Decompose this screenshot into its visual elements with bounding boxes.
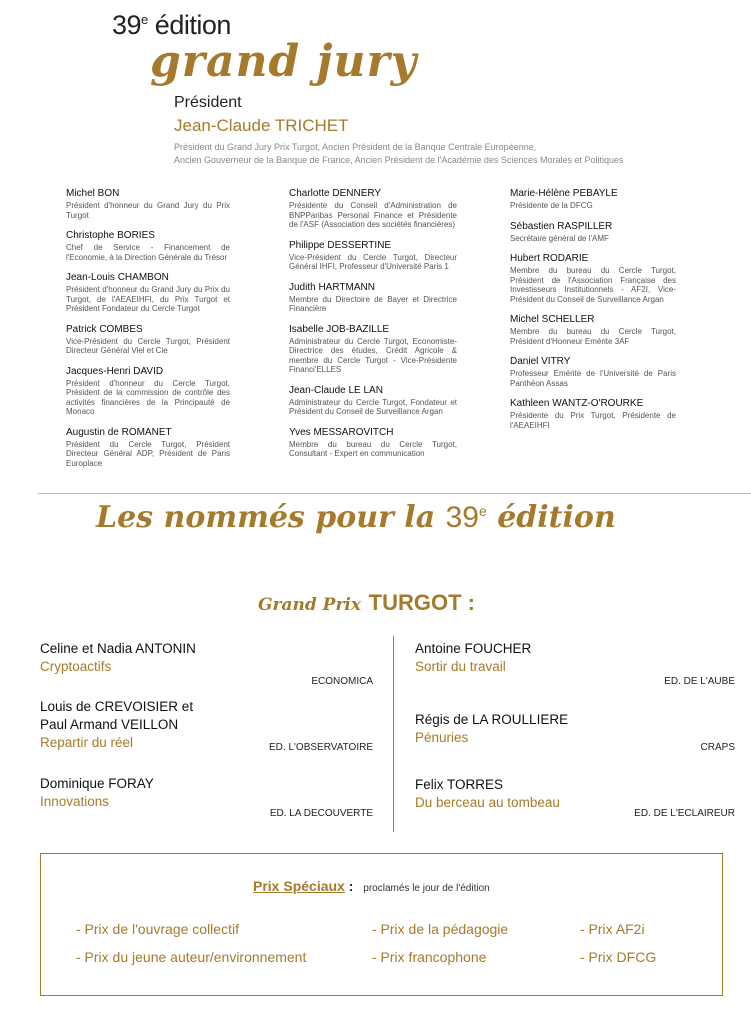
jury-member: [510, 188, 676, 211]
president-desc-line-2: Ancien Gouverneur de la Banque de France, Ancien Président de l'Académie des Sciences Morales et Politiques: [174, 155, 624, 165]
member-name: Yves MESSAROVITCH: [289, 426, 394, 438]
jury-member: [510, 253, 676, 304]
member-name: Philippe DESSERTINE: [289, 239, 392, 251]
member-desc: Présidente de la DFCG: [510, 201, 593, 210]
prix-item: - Prix de l'ouvrage collectif: [76, 921, 239, 937]
jury-member: [289, 188, 457, 230]
jury-column-3: [510, 188, 676, 440]
nominees-edition-word: édition: [497, 500, 616, 535]
nominees-heading-script: Les nommés pour la: [96, 500, 436, 535]
prix-item: - Prix du jeune auteur/environnement: [76, 949, 307, 965]
nominees-separator: [393, 636, 394, 832]
jury-member: [510, 221, 676, 244]
president-label: Président: [174, 94, 242, 111]
jury-member: [289, 385, 457, 417]
president-name: Jean-Claude TRICHET: [174, 116, 349, 135]
nominee-author-2: Paul Armand VEILLON: [40, 717, 179, 732]
nominee-entry: [415, 776, 560, 812]
member-name: Patrick COMBES: [66, 323, 143, 335]
member-name: Jean-Claude LE LAN: [289, 384, 383, 396]
nominee-author: Celine et Nadia ANTONIN: [40, 641, 196, 656]
member-name: Judith HARTMANN: [289, 281, 375, 293]
prix-item: - Prix de la pédagogie: [372, 921, 509, 937]
member-name: Marie-Hélène PEBAYLE: [510, 188, 618, 199]
nominees-edition-number: 39: [445, 501, 479, 534]
jury-member: [66, 427, 230, 469]
member-desc: Présidente du Prix Turgot, Présidente de l'AEAEIHFI: [510, 411, 676, 430]
jury-member: [510, 398, 676, 430]
member-desc: Administrateur du Cercle Turgot, Economiste-Directrice des études, Crédit Agricole & membre du Cercle Turgot - Vice-Présidente Financi'ELLES: [289, 336, 457, 374]
jury-member: [66, 188, 230, 220]
member-name: Sébastien RASPILLER: [510, 220, 613, 232]
nominees-edition-superscript: e: [478, 503, 487, 519]
section-divider: [38, 493, 751, 494]
member-name: Augustin de ROMANET: [66, 426, 172, 438]
member-name: Christophe BORIES: [66, 230, 155, 241]
nominee-publisher: ED. LA DECOUVERTE: [269, 808, 373, 819]
nominee-author: Régis de LA ROULLIERE: [415, 712, 569, 727]
nominee-entry: [40, 698, 193, 752]
nominee-publisher: ED. DE L'ECLAIREUR: [634, 808, 735, 819]
prix-speciaux-colon: :: [348, 878, 354, 894]
member-name: Charlotte DENNERY: [289, 188, 382, 199]
nominee-entry: [40, 640, 196, 676]
nominee-book-title: Innovations: [40, 794, 110, 809]
president-desc-line-1: Président du Grand Jury Prix Turgot, Ancien Président de la Banque Centrale Européenne,: [174, 142, 537, 152]
prix-speciaux-note: proclamés le jour de l'édition: [363, 883, 490, 894]
nominee-book-title: Repartir du réel: [40, 735, 134, 750]
nominee-entry: [415, 640, 531, 676]
member-desc: Membre du bureau du Cercle Turgot, Président d'Honneur Emérite 3AF: [510, 327, 676, 346]
member-name: Hubert RODARIE: [510, 253, 589, 264]
member-desc: Secrétaire général de l'AMF: [510, 233, 609, 243]
nominee-book-title: Sortir du travail: [415, 659, 506, 674]
nominee-author: Felix TORRES: [415, 777, 504, 792]
member-desc: Membre du Directoire de Bayer et Directrice Financière: [289, 294, 457, 313]
nominee-entry: [40, 775, 154, 811]
jury-member: [66, 324, 230, 356]
member-name: Jacques-Henri DAVID: [66, 365, 164, 377]
jury-member: [289, 240, 457, 272]
member-name: Isabelle JOB-BAZILLE: [289, 323, 390, 335]
member-name: Michel BON: [66, 188, 120, 199]
prix-speciaux-heading: [253, 878, 490, 894]
jury-member: [66, 272, 230, 314]
member-name: Kathleen WANTZ-O'ROURKE: [510, 398, 644, 409]
member-desc: Vice-Président du Cercle Turgot, Directeur Général IHFI, Professeur d'Université Paris 1: [289, 252, 457, 271]
member-desc: Chef de Service - Financement de l'Economie, à la Direction Générale du Trésor: [66, 243, 230, 262]
nominee-publisher: ED. L'OBSERVATOIRE: [269, 742, 373, 753]
member-desc: Professeur Emérite de l'Université de Paris Panthéon Assas: [510, 369, 676, 388]
jury-column-1: [66, 188, 230, 478]
jury-column-2: [289, 188, 457, 469]
nominee-publisher: CRAPS: [700, 742, 735, 753]
member-name: Michel SCHELLER: [510, 314, 595, 325]
nominee-author: Dominique FORAY: [40, 776, 154, 791]
jury-member: [66, 366, 230, 417]
jury-member: [289, 324, 457, 375]
member-desc: Membre du bureau du Cercle Turgot, Président de l'Association Française des Investisseurs Institutionnels - AF2I, Vice-Président du Conseil de Surveillance Argan: [510, 266, 676, 304]
member-desc: Président d'honneur du Grand Jury du Prix Turgot: [66, 201, 230, 220]
nominee-publisher: ED. DE L'AUBE: [664, 676, 735, 687]
president-description: [174, 141, 714, 167]
nominee-publisher: ECONOMICA: [311, 676, 373, 687]
member-desc: Membre du bureau du Cercle Turgot, Consultant - Expert en communication: [289, 439, 457, 458]
nominee-author: Louis de CREVOISIER et: [40, 699, 194, 714]
member-desc: Vice-Président du Cercle Turgot, Président Directeur Général Viel et Cie: [66, 336, 230, 355]
jury-member: [510, 314, 676, 346]
grand-jury-title: grand jury: [150, 36, 418, 87]
jury-member: [289, 427, 457, 459]
grand-prix-heading: [258, 590, 475, 616]
nominee-author: Antoine FOUCHER: [415, 641, 532, 656]
member-name: Jean-Louis CHAMBON: [66, 272, 169, 283]
edition-superscript: e: [141, 12, 148, 27]
jury-member: [289, 282, 457, 314]
prix-item: - Prix DFCG: [580, 949, 657, 965]
grand-prix-script: Grand Prix: [258, 595, 361, 615]
nominee-book-title: Cryptoactifs: [40, 659, 112, 674]
member-desc: Président d'honneur du Grand Jury du Prix du Turgot, de l'AEAEIHFI, du Prix Turgot et Président Fondateur du Cercle Turgot: [66, 285, 230, 313]
prix-item: - Prix AF2i: [580, 921, 645, 937]
nominee-entry: [415, 711, 568, 747]
nominee-book-title: Du berceau au tombeau: [415, 795, 560, 810]
prix-speciaux-label: Prix Spéciaux: [253, 878, 345, 894]
edition-number: 39: [112, 10, 142, 40]
member-desc: Président d'honneur du Cercle Turgot, Président de la commission de contrôle des activités financières de la Principauté de Monaco: [66, 378, 230, 416]
prix-item: - Prix francophone: [372, 949, 487, 965]
nominees-heading: [96, 500, 616, 535]
edition-word: édition: [154, 10, 231, 40]
grand-prix-turgot: TURGOT :: [368, 590, 475, 615]
member-desc: Président du Cercle Turgot, Président Directeur Général ADP, Président de Paris Europlace: [66, 439, 230, 468]
jury-member: [66, 230, 230, 262]
nominee-book-title: Pénuries: [415, 730, 469, 745]
member-desc: Administrateur du Cercle Turgot, Fondateur et Président du Conseil de Surveillance Argan: [289, 397, 457, 416]
member-desc: Présidente du Conseil d'Administration de BNPParibas Personal Finance et Présidente de l'ASF (Association des sociétés financières): [289, 201, 457, 229]
jury-member: [510, 356, 676, 388]
member-name: Daniel VITRY: [510, 356, 571, 367]
